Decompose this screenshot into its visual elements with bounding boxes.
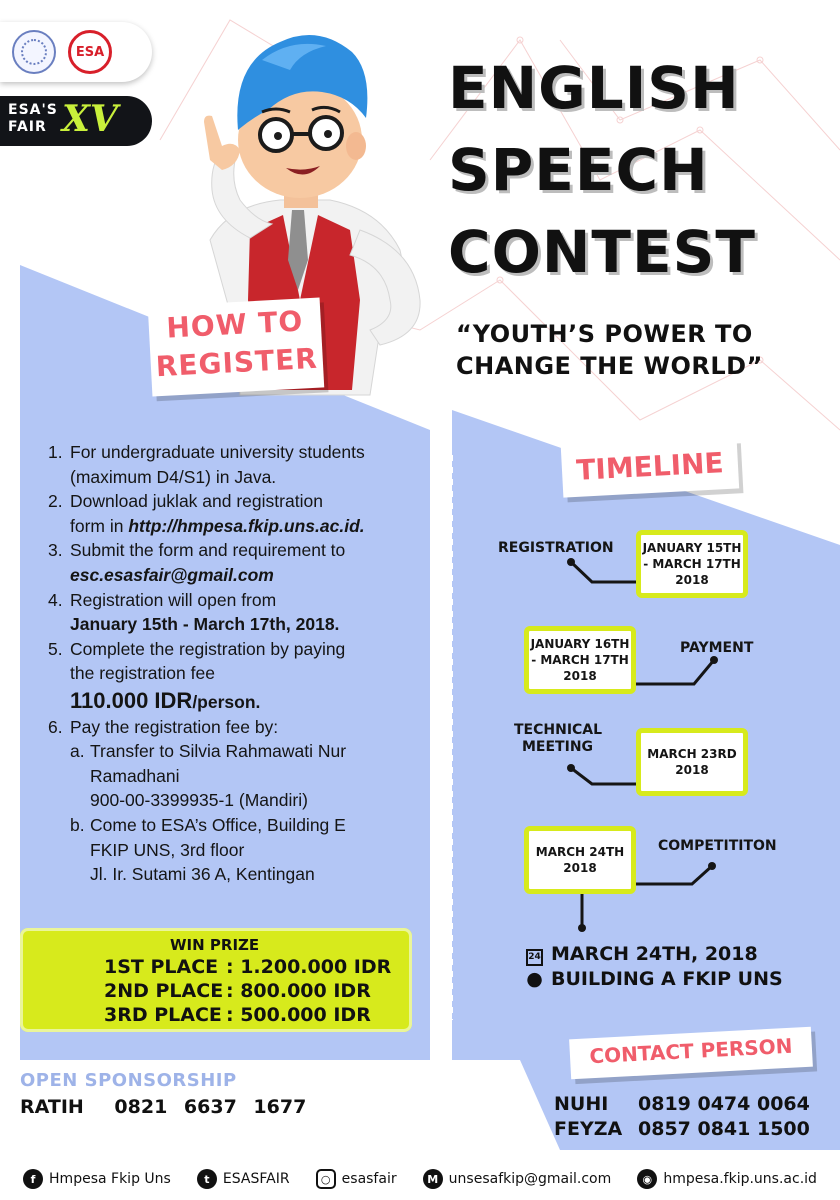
mail-icon: M	[423, 1169, 443, 1189]
contact-person-label: CONTACT PERSON	[588, 1033, 793, 1069]
prize-box	[20, 928, 412, 1032]
event-place: ● BUILDING A FKIP UNS	[526, 968, 783, 990]
instagram-link[interactable]: ○ esasfair	[316, 1169, 397, 1189]
website-link[interactable]: http://hmpesa.fkip.uns.ac.id.	[128, 515, 365, 536]
registration-email-link[interactable]: esc.esasfair@gmail.com	[70, 564, 274, 585]
step-6a: a. Transfer to Silvia Rahmawati Nur Ramadhani 900-00-3399935-1 (Mandiri)	[48, 739, 428, 813]
registration-fee: 110.000 IDR	[70, 687, 193, 713]
logo-bar	[0, 22, 152, 82]
title-line-2: SPEECH	[448, 136, 709, 204]
location-pin-icon: ●	[526, 968, 543, 990]
calendar-icon: 24	[526, 949, 543, 966]
registration-steps	[48, 440, 428, 887]
timeline-date-technical-meeting: MARCH 23RD 2018	[636, 728, 748, 796]
timeline-event-registration: REGISTRATION	[498, 540, 614, 556]
website-footer-link[interactable]: ◉ hmpesa.fkip.uns.ac.id	[637, 1169, 817, 1189]
timeline-badge	[561, 438, 739, 497]
step-6b: b. Come to ESA’s Office, Building E FKIP UNS, 3rd floor Jl. Ir. Sutami 36 A, Kentingan	[70, 814, 346, 885]
theme-line-2: CHANGE THE WORLD”	[456, 352, 763, 380]
contact-row-1: NUHI 0819 0474 0064	[554, 1093, 810, 1115]
timeline-event-technical-meeting: TECHNICAL MEETING	[514, 722, 603, 755]
theme-line-1: “YOUTH’S POWER TO	[456, 320, 753, 348]
timeline-label: TIMELINE	[575, 446, 725, 487]
prize-title: WIN PRIZE	[170, 936, 260, 954]
twitter-link[interactable]: t ESASFAIR	[197, 1169, 290, 1189]
timeline-event-payment: PAYMENT	[680, 640, 754, 656]
fair-edition: XV	[62, 98, 118, 140]
prize-row-1: 1ST PLACE : 1.200.000 IDR	[104, 956, 392, 978]
fair-name: ESA'S FAIR	[8, 102, 58, 135]
how-to-register-badge	[148, 298, 324, 397]
footer-social	[0, 1158, 840, 1200]
timeline-date-competition: MARCH 24TH 2018	[524, 826, 636, 894]
fair-badge	[0, 96, 152, 146]
email-link[interactable]: M unsesafkip@gmail.com	[423, 1169, 612, 1189]
sponsorship-contact: RATIH 0821 6637 1677	[20, 1096, 307, 1118]
step-4: 4. Registration will open from January 15th - March 17th, 2018.	[48, 589, 340, 635]
step-1: 1. For undergraduate university students (maximum D4/S1) in Java.	[48, 442, 365, 487]
timeline-date-payment: JANUARY 16TH - MARCH 17TH 2018	[524, 626, 636, 694]
timeline-event-competition: COMPETITITON	[658, 838, 777, 854]
prize-row-3: 3RD PLACE : 500.000 IDR	[104, 1004, 371, 1026]
step-6: 6. Pay the registration fee by:	[48, 716, 279, 737]
bank-account: 900-00-3399935-1 (Mandiri)	[90, 790, 308, 811]
title-line-3: CONTEST	[448, 218, 756, 286]
contact-row-2: FEYZA 0857 0841 1500	[554, 1118, 810, 1140]
step-5: 5. Complete the registration by paying the registration fee 110.000 IDR/person.	[48, 638, 346, 713]
twitter-icon: t	[197, 1169, 217, 1189]
globe-icon: ◉	[637, 1169, 657, 1189]
facebook-link[interactable]: f Hmpesa Fkip Uns	[23, 1169, 171, 1189]
step-3: 3. Submit the form and requirement to esc.esasfair@gmail.com	[48, 538, 428, 587]
step-2: 2. Download juklak and registration form in http://hmpesa.fkip.uns.ac.id.	[48, 491, 365, 536]
register-label: REGISTER	[155, 341, 319, 384]
esa-logo: ESA	[68, 30, 112, 74]
event-date: 24 MARCH 24TH, 2018	[526, 943, 758, 966]
instagram-icon: ○	[316, 1169, 336, 1189]
sponsorship-title: OPEN SPONSORSHIP	[20, 1070, 237, 1091]
facebook-icon: f	[23, 1169, 43, 1189]
timeline-date-registration: JANUARY 15TH - MARCH 17TH 2018	[636, 530, 748, 598]
title-line-1: ENGLISH	[448, 54, 740, 122]
prize-row-2: 2ND PLACE : 800.000 IDR	[104, 980, 371, 1002]
how-to-label: HOW TO	[165, 304, 304, 345]
theme-text	[456, 318, 806, 382]
uns-logo	[12, 30, 56, 74]
